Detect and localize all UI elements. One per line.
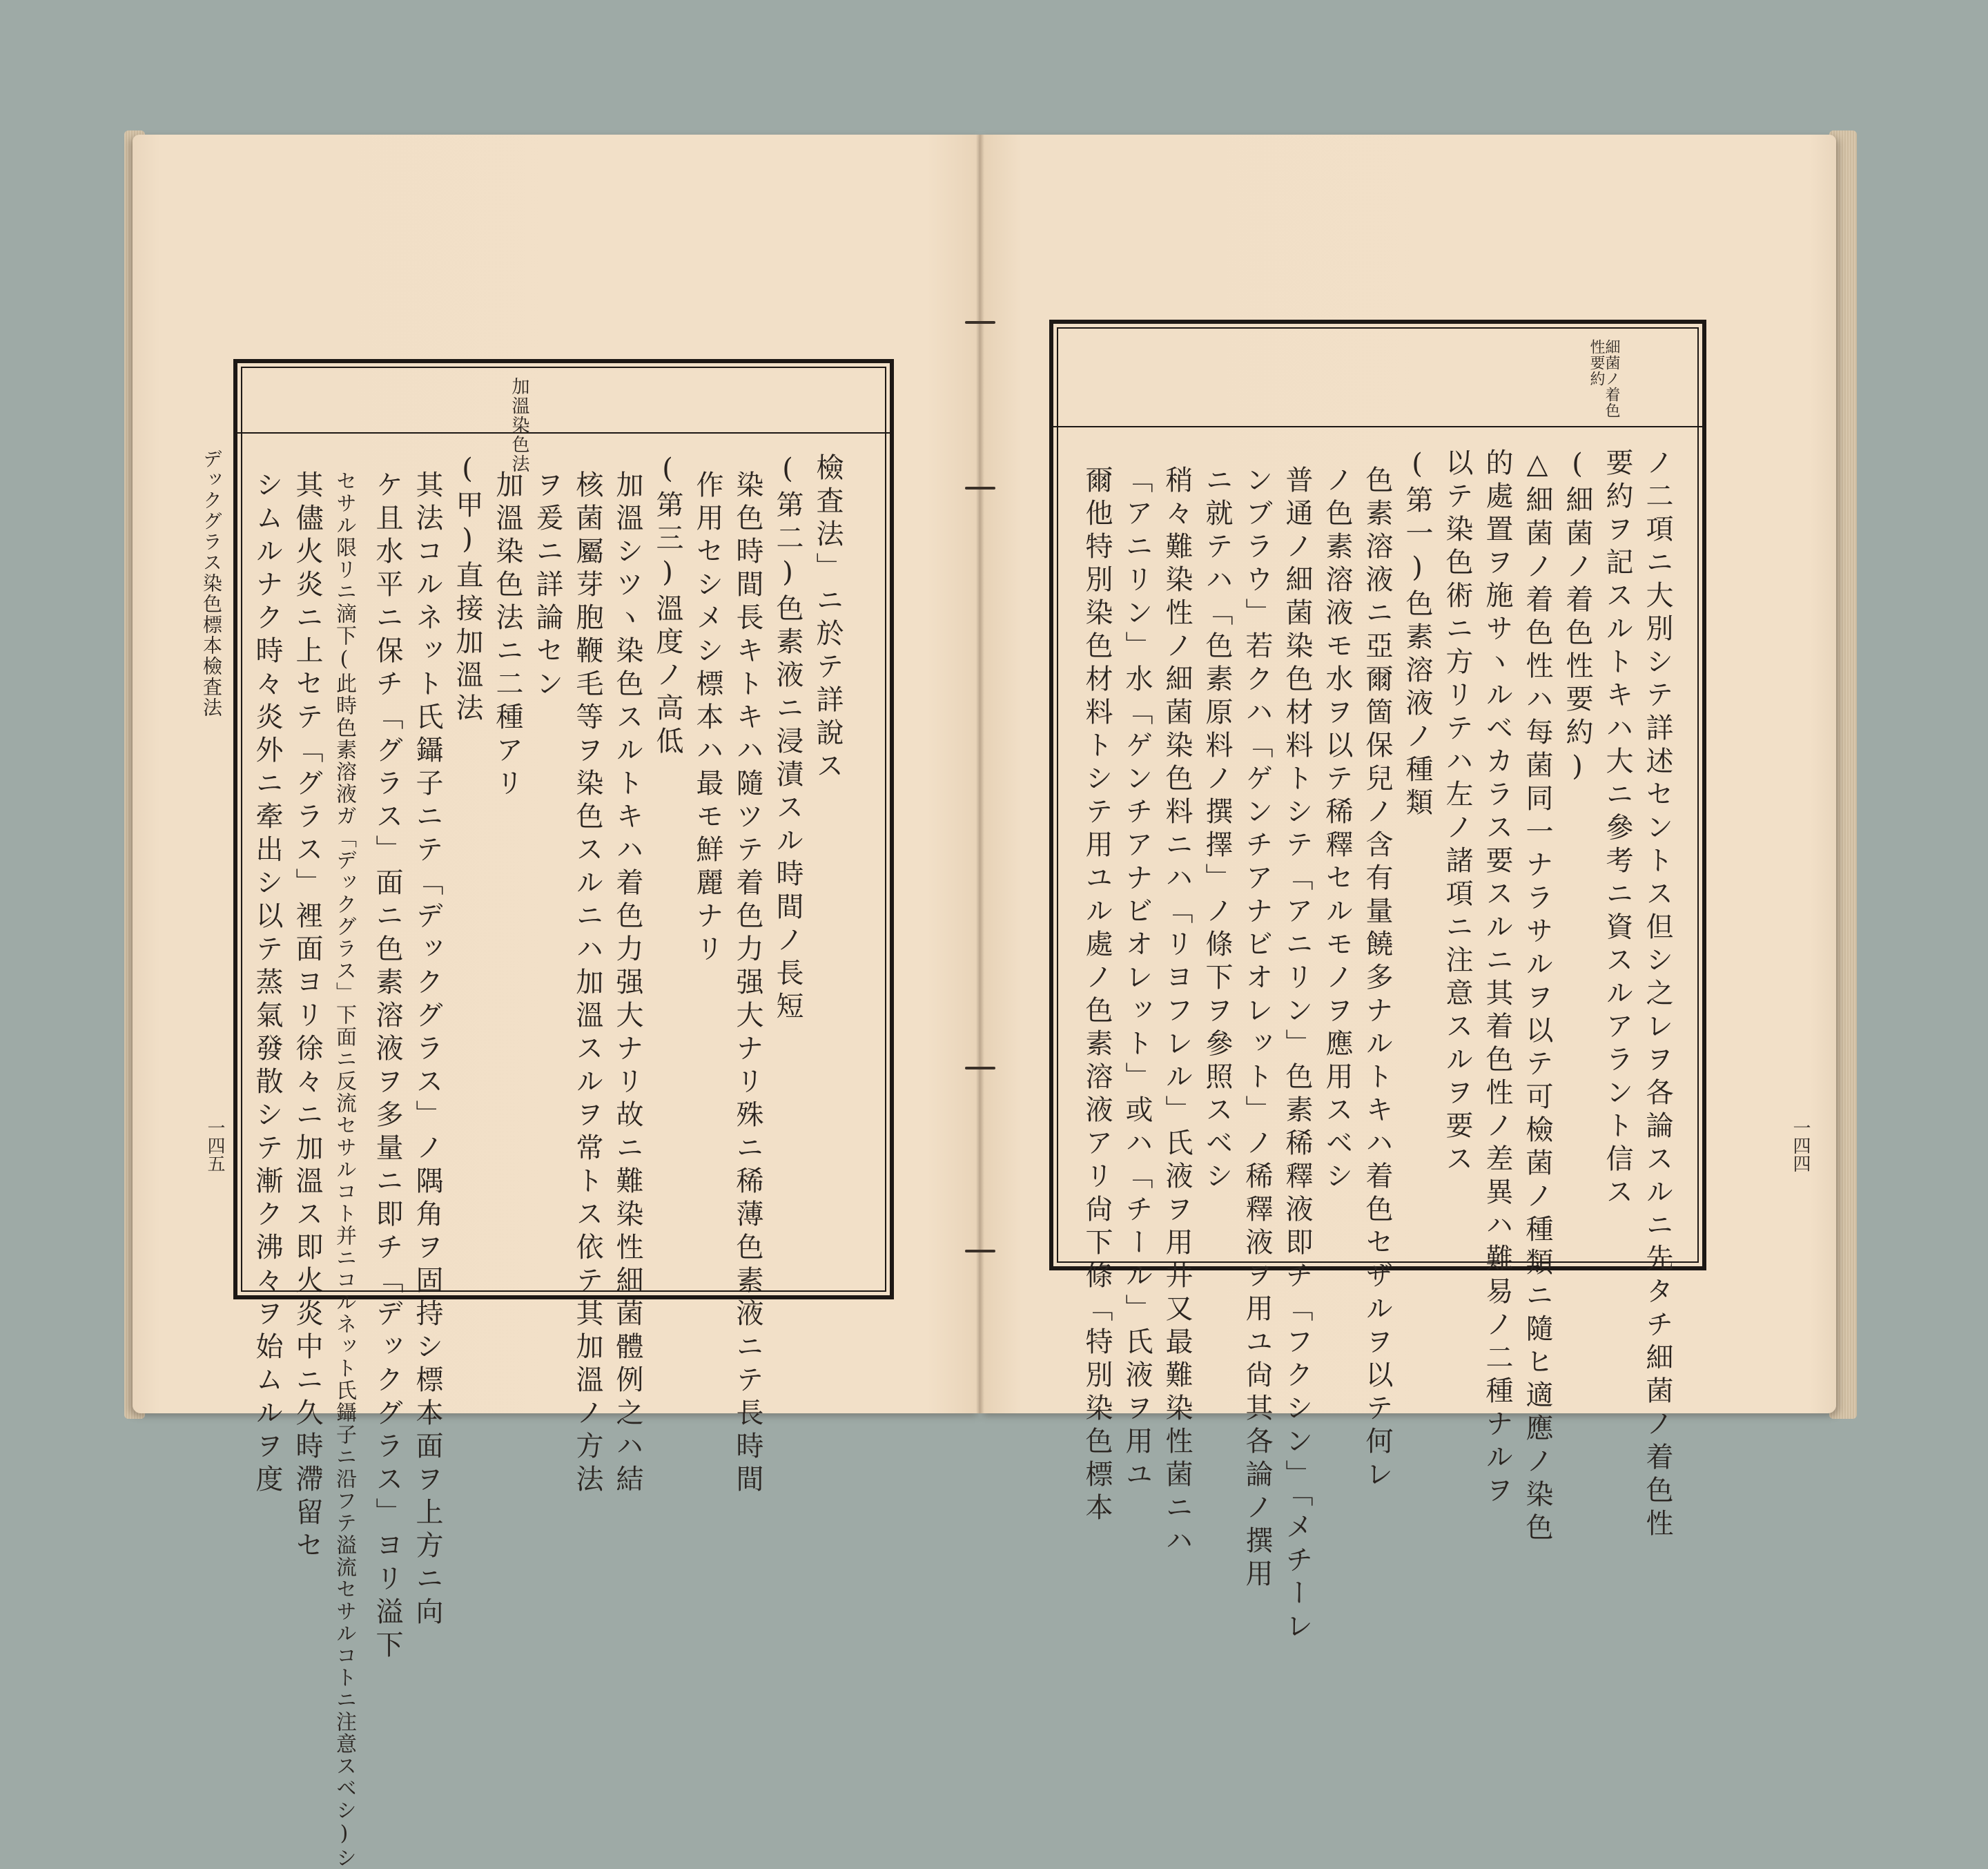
- text-column: △細菌ノ着色性ハ每菌同一ナラサルヲ以テ可檢菌ノ種類ニ隨ヒ適應ノ染色: [1521, 448, 1553, 1546]
- text-column: 其法コルネット氏鑷子ニテ「デックグラス」ノ隅角ヲ固持シ標本面ヲ上方ニ向: [411, 470, 443, 1630]
- text-column: 要約ヲ記スルトキハ大ニ參考ニ資スルアラント信ス: [1601, 448, 1633, 1210]
- binding-stitch: [965, 487, 995, 490]
- left-page: [133, 135, 980, 1869]
- text-column: (第一)色素溶液ノ種類: [1401, 448, 1433, 821]
- side-heading-right: 細菌ノ着色性要約: [1588, 339, 1620, 418]
- text-column: 加溫染色法ニ二種アリ: [491, 470, 523, 802]
- side-heading-left: 加溫染色法: [509, 377, 529, 474]
- text-frame-left: [233, 359, 894, 1869]
- text-column: 色素溶液ニ亞爾箇保兒ノ含有量饒多ナルトキハ着色セザルヲ以テ何レ: [1361, 465, 1393, 1493]
- text-column: 的處置ヲ施サヽルベカラス要スルニ其着色性ノ差異ハ難易ノ二種ナルヲ: [1481, 448, 1513, 1509]
- text-column: ンブラウ」若クハ「ゲンチアナビオレット」ノ稀釋液ヲ用ユ尙其各論ノ撰用: [1241, 465, 1273, 1592]
- text-column: シムルナク時々炎外ニ牽出シ以テ蒸氣發散シテ漸ク沸々ヲ始ムルヲ度: [251, 470, 283, 1498]
- text-column: ノ二項ニ大別シテ詳述セントス但シ之レヲ各論スルニ先タチ細菌ノ着色性: [1641, 448, 1673, 1542]
- page-number-left: 一四五: [204, 1119, 225, 1172]
- text-column: (第三)溫度ノ高低: [652, 453, 683, 759]
- text-column: 染色時間長キトキハ隨ツテ着色力强大ナリ殊ニ稀薄色素液ニテ長時間: [732, 470, 763, 1498]
- text-column: 稍々難染性ノ細菌染色料ニハ「リヨフレル」氏液ヲ用井又最難染性菌ニハ: [1161, 465, 1193, 1559]
- binding-stitch: [965, 1250, 995, 1252]
- binding-stitch: [965, 1067, 995, 1069]
- text-column: (細菌ノ着色性要約): [1561, 448, 1593, 788]
- text-column: 爾他特別染色材料トシテ用ユル處ノ色素溶液アリ尙下條「特別染色標本: [1081, 465, 1113, 1526]
- text-column: ノ色素溶液モ水ヲ以テ稀釋セルモノヲ應用スベシ: [1321, 465, 1353, 1194]
- heading-rule: [1053, 426, 1702, 427]
- text-column: (第二)色素液ニ浸漬スル時間ノ長短: [772, 453, 803, 1025]
- binding-stitch: [965, 321, 995, 324]
- text-column: セサル限リニ滴下(此時色素溶液ガ「デックグラス」下面ニ反流セサルコト并ニコルネット氏鑷子ニ沿フテ溢流セサルコトニ注意スベシ)シ: [332, 470, 356, 1869]
- text-column: 加溫シツヽ染色スルトキハ着色力强大ナリ故ニ難染性細菌體例之ハ結: [612, 470, 643, 1498]
- text-column: 其儘火炎ニ上セテ「グラス」裡面ヨリ徐々ニ加溫ス即火炎中ニ久時滯留セ: [291, 470, 323, 1564]
- text-column: 以テ染色術ニ方リテハ左ノ諸項ニ注意スルヲ要ス: [1441, 448, 1473, 1177]
- text-column: 作用セシメシ標本ハ最モ鮮麗ナリ: [692, 470, 723, 967]
- spine-gutter: [976, 135, 984, 1413]
- text-column: 普通ノ細菌染色材料トシテ「アニリン」色素稀釋液即チ「フクシン」「メチーレ: [1281, 465, 1313, 1645]
- text-column: (甲)直接加溫法: [451, 453, 483, 726]
- text-column: ヲ爰ニ詳論セン: [532, 470, 563, 702]
- heading-rule: [237, 432, 890, 434]
- page-number-right: 一四四: [1790, 1119, 1811, 1172]
- text-column: 「アニリン」水「ゲンチアナビオレット」或ハ「チール」氏液ヲ用ユ: [1121, 465, 1153, 1493]
- running-head: デックグラス染色標本檢査法: [200, 449, 223, 718]
- text-column: ケ且水平ニ保チ「グラス」面ニ色素溶液ヲ多量ニ即チ「デックグラス」ヨリ溢下: [371, 470, 403, 1663]
- open-book: [124, 128, 1857, 1869]
- text-column: 檢査法」ニ於テ詳說ス: [812, 453, 844, 784]
- text-column: ニ就テハ「色素原料ノ撰擇」ノ條下ヲ參照スベシ: [1201, 465, 1233, 1194]
- text-column: 核菌屬芽胞鞭毛等ヲ染色スルニハ加溫スルヲ常トス依テ其加溫ノ方法: [572, 470, 603, 1498]
- right-page: [980, 135, 1836, 1645]
- text-frame-right: [1049, 320, 1706, 1645]
